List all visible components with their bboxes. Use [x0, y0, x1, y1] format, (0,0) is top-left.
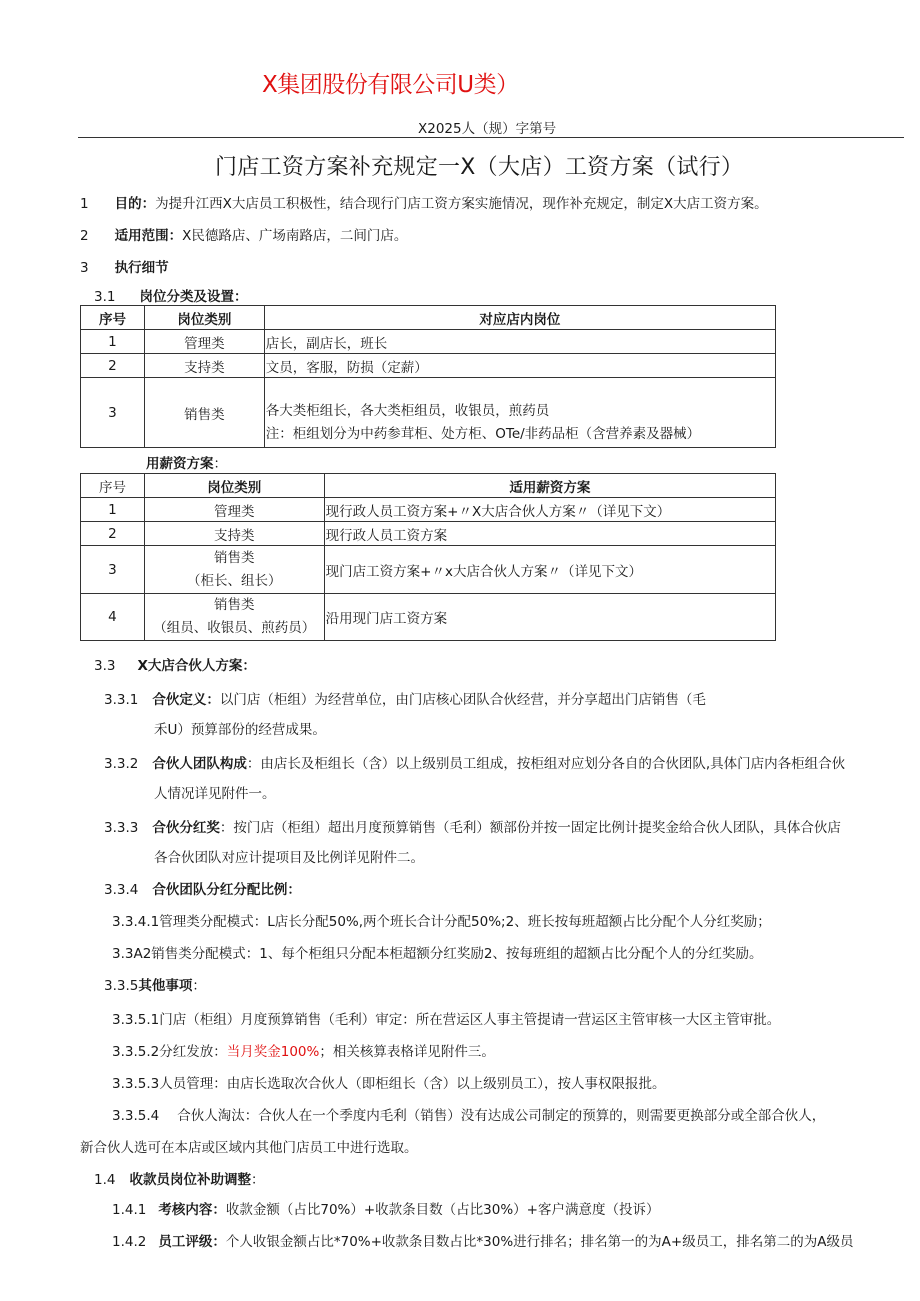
section-1-4-2 [112, 1230, 853, 1250]
section-2 [80, 224, 407, 244]
section-3-3-3-text: ：按门店（柜组）超出月度预算销售（毛利）额部份并按一固定比例计提奖金给合伙人团队，具体合伙店 [219, 820, 841, 836]
section-3 [80, 256, 169, 276]
section-3-3-5-2-prefix: 3.3.5.2分红发放： [112, 1044, 227, 1060]
table-row [81, 594, 776, 641]
section-3-3-1-text: 以门店（柜组）为经营单位，由门店核心团队合伙经营，并分享超出门店销售（毛 [219, 692, 706, 708]
table-header-row [81, 306, 776, 330]
section-3-3 [94, 654, 256, 674]
section-3-2 [146, 452, 227, 472]
bonus-highlight: 当月奖金100% [226, 1044, 320, 1060]
position-category-table [80, 305, 776, 448]
section-1-4-number: 1.4 [94, 1172, 116, 1188]
row-number: 1 [81, 498, 145, 522]
section-3-3-5-number: 3.3.5 [104, 978, 139, 994]
row-category-main: 销售类 [214, 597, 255, 613]
section-3-3-5-4-cont: 新合伙人选可在本店或区域内其他门店员工中进行选取。 [80, 1140, 418, 1156]
section-3-3-4-1: 3.3.4.1管理类分配模式：L店长分配50%,两个班长合计分配50%;2、班长按每班超额占比分配个人分红奖励； [112, 914, 771, 930]
section-2-number: 2 [80, 228, 89, 244]
row-number: 2 [81, 354, 145, 378]
section-3-1 [94, 285, 247, 305]
section-3-3-5-4 [112, 1104, 825, 1124]
section-3-3-2-label: 合伙人团队构成 [152, 756, 247, 772]
section-1-4-2-label: 员工评级： [158, 1234, 226, 1250]
table-row [81, 354, 776, 378]
section-1-text: 为提升江西X大店员工积极性，结合现行门店工资方案实施情况，现作补充规定，制定X大店工资方案。 [155, 196, 768, 212]
section-3-number: 3 [80, 260, 89, 276]
section-1-4-1-number: 1.4.1 [112, 1202, 147, 1218]
row-positions-text: 各大类柜组长，各大类柜组员，收银员，煎药员 [265, 403, 550, 419]
section-3-3-1-number: 3.3.1 [104, 692, 139, 708]
row-positions [264, 378, 775, 448]
table-row [81, 378, 776, 448]
section-3-3-2-text: ：由店长及柜组长（含）以上级别员工组成，按柜组对应划分各自的合伙团队,具体门店内各柜组合伙 [246, 756, 846, 772]
company-name: X集团股份有限公司U类） [262, 72, 519, 98]
row-category: 管理类 [144, 498, 324, 522]
section-3-3-2-cont: 人情况详见附件一。 [154, 786, 276, 802]
row-category-sub: （柜长、组长） [187, 572, 282, 589]
section-3-3-1-cont: 禾U）预算部份的经营成果。 [154, 722, 326, 738]
header-category: 岗位类别 [144, 474, 324, 498]
document-number: X2025人（规）字第号 [418, 121, 557, 137]
section-3-3-5-2-rest: ；相关核算表格详见附件三。 [319, 1044, 495, 1060]
section-3-3-1-label: 合伙定义： [152, 692, 220, 708]
table-row [81, 330, 776, 354]
row-number: 2 [81, 522, 145, 546]
section-1-label: 目的： [114, 196, 156, 212]
header-number: 序号 [81, 306, 145, 330]
section-3-3-2 [104, 752, 845, 772]
section-1-4-1-text: 收款金额（占比70%）+收款条目数（占比30%）+客户满意度（投诉） [225, 1202, 660, 1218]
row-category [144, 594, 324, 641]
section-3-3-5-label: 其他事项 [138, 978, 193, 994]
section-3-3-5-3: 3.3.5.3人员管理：由店长选取次合伙人（即柜组长（含）以上级别员工），按人事权限报批。 [112, 1076, 666, 1092]
section-3-label: 执行细节 [114, 260, 169, 276]
section-1-4-2-number: 1.4.2 [112, 1234, 147, 1250]
table-row [81, 522, 776, 546]
section-2-text: X民德路店、广场南路店，二间门店。 [182, 228, 408, 244]
section-3-2-label: 用薪资方案 [146, 456, 214, 472]
row-number: 4 [81, 594, 145, 641]
section-3-3-5-4-number: 3.3.5.4 [112, 1108, 160, 1124]
section-1-4-1 [112, 1198, 660, 1218]
row-category [144, 546, 324, 594]
table-row [81, 498, 776, 522]
row-positions-note: 注：柜组划分为中药参茸柜、处方柜、OTe/非药品柜（含营养素及器械） [265, 426, 701, 442]
row-number: 3 [81, 546, 145, 594]
row-number: 1 [81, 330, 145, 354]
section-3-3-4-label: 合伙团队分红分配比例： [152, 882, 301, 898]
section-3-1-label: 岗位分类及设置： [139, 289, 248, 305]
row-salary-plan: 现行政人员工资方案 [324, 522, 775, 546]
row-category: 销售类 [144, 378, 264, 448]
header-rule [78, 137, 904, 138]
section-3-3-3 [104, 816, 841, 836]
section-1-4-2-text: 个人收银金额占比*70%+收款条目数占比*30%进行排名；排名第一的为A+级员工，排名第二的为A级员 [225, 1234, 854, 1250]
row-category-sub: （组员、收银员、煎药员） [153, 620, 316, 636]
section-3-3-number: 3.3 [94, 658, 116, 674]
section-3-1-number: 3.1 [94, 289, 116, 305]
row-number: 3 [81, 378, 145, 448]
header-category: 岗位类别 [144, 306, 264, 330]
section-3-3-5-suffix: ： [192, 978, 206, 994]
header-number: 序号 [81, 474, 145, 498]
section-1 [80, 192, 768, 212]
section-1-4-suffix: ： [250, 1172, 265, 1188]
section-3-3-5-1: 3.3.5.1门店（柜组）月度预算销售（毛利）审定：所在营运区人事主管提请一营运区主管审核一大区主管审批。 [112, 1012, 781, 1028]
section-3-2-suffix: ： [213, 456, 227, 472]
row-category: 支持类 [144, 522, 324, 546]
section-3-3-4 [104, 878, 301, 898]
row-salary-plan: 现门店工资方案+〃x大店合伙人方案〃（详见下文） [324, 546, 775, 594]
section-3-3-5-2 [112, 1040, 495, 1060]
section-1-number: 1 [80, 196, 89, 212]
salary-plan-table [80, 473, 776, 641]
section-3-3-5 [104, 974, 206, 994]
row-category: 管理类 [144, 330, 264, 354]
table-row [81, 546, 776, 594]
row-salary-plan: 现行政人员工资方案+〃X大店合伙人方案〃（详见下文） [324, 498, 775, 522]
table-header-row [81, 474, 776, 498]
document-title: 门店工资方案补充规定一X（大店）工资方案（试行） [215, 155, 744, 180]
section-3-3-5-4-text: 合伙人淘汰：合伙人在一个季度内毛利（销售）没有达成公司制定的预算的，则需要更换部分或全部合伙人， [177, 1108, 826, 1124]
row-category: 支持类 [144, 354, 264, 378]
section-2-label: 适用范围： [114, 228, 183, 244]
section-1-4-1-label: 考核内容： [158, 1202, 226, 1218]
row-salary-plan: 沿用现门店工资方案 [324, 594, 775, 641]
row-positions: 文员，客服，防损（定薪） [264, 354, 775, 378]
section-3-3-3-cont: 各合伙团队对应计提项目及比例详见附件二。 [154, 850, 424, 866]
section-3-3-4-number: 3.3.4 [104, 882, 139, 898]
section-1-4-label: 收款员岗位补助调整 [129, 1172, 251, 1188]
header-salary-plan: 适用薪资方案 [324, 474, 775, 498]
section-1-4 [94, 1168, 264, 1188]
section-3-3-3-label: 合伙分红奖 [152, 820, 220, 836]
section-3-3-1 [104, 688, 706, 708]
row-positions: 店长，副店长，班长 [264, 330, 775, 354]
section-3-3-3-number: 3.3.3 [104, 820, 139, 836]
section-3-3-4-2: 3.3A2销售类分配模式：1、每个柜组只分配本柜超额分红奖励2、按每班组的超额占比分配个人的分红奖励。 [112, 946, 763, 962]
section-3-3-2-number: 3.3.2 [104, 756, 139, 772]
section-3-3-label: X大店合伙人方案： [137, 658, 256, 674]
header-positions: 对应店内岗位 [264, 306, 775, 330]
row-category-main: 销售类 [214, 549, 255, 566]
